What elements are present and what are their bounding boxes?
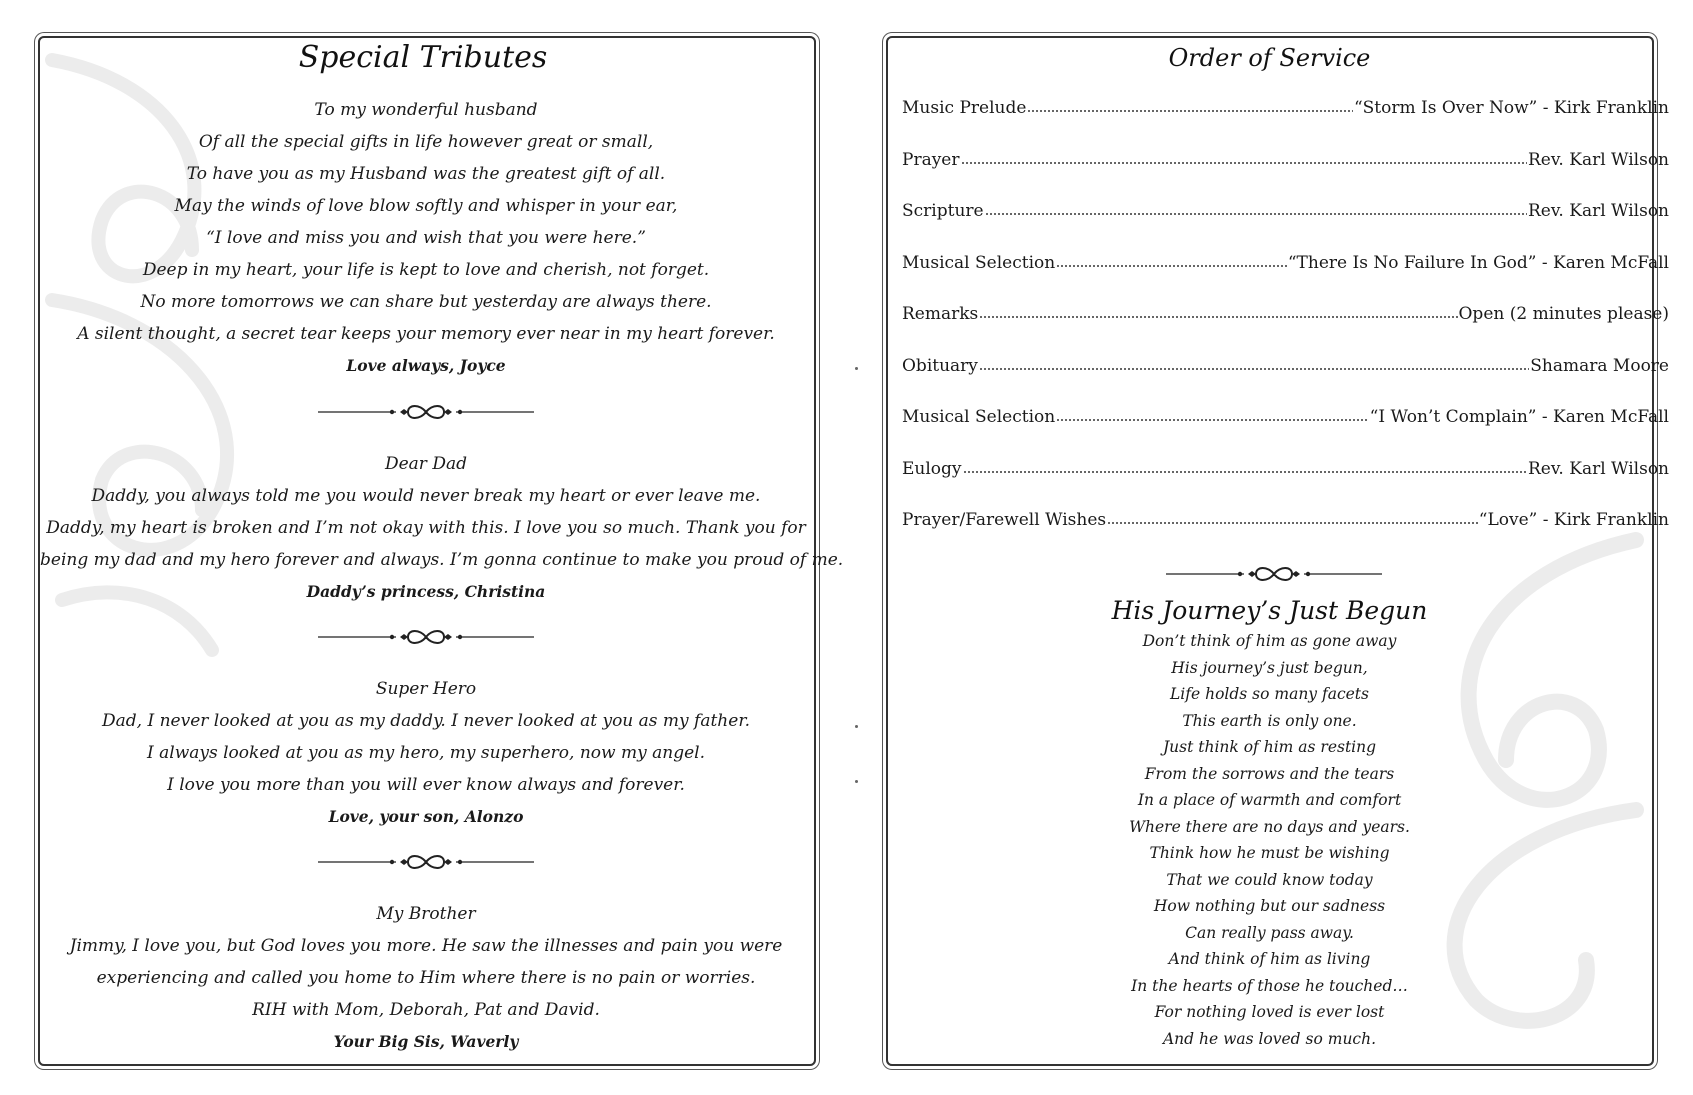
poem-line: And he was loved so much. <box>1162 1029 1377 1048</box>
service-item: Musical Selection <box>902 252 1056 273</box>
poem-line: How nothing but our sadness <box>1153 897 1386 915</box>
leader-dots <box>985 202 1527 216</box>
poem-title: His Journey’s Just Begun <box>1111 596 1428 625</box>
tribute-line: “I love and miss you and wish that you were here.” <box>206 228 646 248</box>
gutter-mark <box>855 367 858 370</box>
tribute-block <box>40 898 812 1058</box>
leader-dots <box>1107 511 1478 525</box>
leader-dots <box>1056 254 1287 268</box>
poem-line: His journey’s just begun, <box>1171 658 1368 677</box>
tribute-line: Dad, I never looked at you as my daddy. I never looked at you as my father. <box>102 711 750 731</box>
service-detail: Open (2 minutes please) <box>1458 304 1669 324</box>
poem-line: Just think of him as resting <box>1162 738 1377 756</box>
poem <box>846 628 1693 1052</box>
poem-line: Don’t think of him as gone away <box>1142 632 1397 650</box>
page-title: Special Tributes <box>298 40 548 75</box>
leader-dots <box>963 460 1527 474</box>
tribute-line: Dear Dad <box>384 454 467 474</box>
leader-dots <box>979 305 1457 319</box>
tribute-line: I love you more than you will ever know always and forever. <box>167 775 685 795</box>
leader-dots <box>979 357 1529 371</box>
leader-dots <box>1056 408 1368 422</box>
service-item: Prayer/Farewell Wishes <box>902 510 1107 530</box>
tribute-signature: Love, your son, Alonzo <box>328 807 524 826</box>
tribute-signature: Love always, Joyce <box>346 356 506 375</box>
service-item: Music Prelude <box>902 98 1027 118</box>
service-row <box>902 407 1669 427</box>
service-row <box>902 304 1669 324</box>
service-row <box>902 510 1669 530</box>
service-item: Prayer <box>902 149 960 170</box>
service-item: Musical Selection <box>902 407 1056 427</box>
tribute-line: A silent thought, a secret tear keeps your memory ever near in my heart forever. <box>77 324 775 344</box>
service-row <box>902 201 1669 221</box>
tribute-line: Deep in my heart, your life is kept to love and cherish, not forget. <box>142 260 710 280</box>
service-detail: “I Won’t Complain” - Karen McFall <box>1369 407 1669 427</box>
tribute-line: To have you as my Husband was the greatest gift of all. <box>186 164 666 184</box>
ornamental-divider-icon <box>0 852 846 872</box>
poem-line: Think how he must be wishing <box>1149 844 1390 862</box>
tribute-line: No more tomorrows we can share but yesterday are always there. <box>140 292 712 312</box>
leader-dots <box>1027 99 1353 113</box>
tribute-block <box>40 448 844 608</box>
ornamental-divider-icon <box>846 564 1693 584</box>
tribute-line: RIH with Mom, Deborah, Pat and David. <box>252 1000 600 1020</box>
service-item: Eulogy <box>902 458 962 479</box>
service-item: Obituary <box>902 355 978 376</box>
tribute-line: Daddy, you always told me you would never break my heart or ever leave me. <box>91 486 761 506</box>
tribute-line: Super Hero <box>375 679 477 699</box>
poem-line: And think of him as living <box>1168 950 1371 968</box>
service-detail: “There Is No Failure In God” - Karen McFall <box>1287 252 1669 273</box>
service-detail: Rev. Karl Wilson <box>1527 201 1669 221</box>
service-row <box>902 356 1669 376</box>
gutter-mark <box>855 780 858 783</box>
tribute-line: Of all the special gifts in life however great or small, <box>198 132 654 152</box>
gutter-mark <box>855 725 858 728</box>
service-detail: “Storm Is Over Now” - Kirk Franklin <box>1353 98 1669 118</box>
service-row <box>902 459 1669 479</box>
tribute-line: being my dad and my hero forever and always. I’m gonna continue to make you proud of me. <box>40 550 844 570</box>
tribute-line: My Brother <box>376 904 476 924</box>
poem-line: In the hearts of those he touched… <box>1131 976 1408 995</box>
order-of-service-page <box>846 0 1693 1095</box>
service-row <box>902 98 1669 118</box>
poem-line: In a place of warmth and comfort <box>1137 791 1402 809</box>
poem-line: Can really pass away. <box>1185 923 1354 942</box>
service-row <box>902 253 1669 273</box>
service-item: Scripture <box>902 201 984 221</box>
service-detail: Shamara Moore <box>1530 355 1669 376</box>
ornamental-divider-icon <box>0 402 846 422</box>
poem-line: This earth is only one. <box>1182 711 1357 730</box>
tribute-block <box>40 673 812 833</box>
service-item: Remarks <box>902 304 979 324</box>
poem-line: Where there are no days and years. <box>1129 817 1410 836</box>
poem-line: That we could know today <box>1166 870 1373 889</box>
tribute-line: Jimmy, I love you, but God loves you more. He saw the illnesses and pain you were <box>69 936 783 956</box>
poem-line: For nothing loved is ever lost <box>1154 1003 1385 1021</box>
tribute-line: Daddy, my heart is broken and I’m not okay with this. I love you so much. Thank you for <box>46 518 806 538</box>
poem-line: Life holds so many facets <box>1170 685 1369 703</box>
service-detail: Rev. Karl Wilson <box>1527 149 1669 170</box>
tribute-block <box>40 94 812 382</box>
tribute-line: experiencing and called you home to Him where there is no pain or worries. <box>96 968 756 988</box>
ornamental-divider-icon <box>0 627 846 647</box>
service-detail: Rev. Karl Wilson <box>1527 458 1669 479</box>
page-title: Order of Service <box>1168 44 1371 72</box>
service-row <box>902 150 1669 170</box>
tribute-line: May the winds of love blow softly and whisper in your ear, <box>174 196 678 216</box>
tribute-line: To my wonderful husband <box>314 100 538 120</box>
tribute-signature: Your Big Sis, Waverly <box>333 1032 519 1051</box>
poem-line: From the sorrows and the tears <box>1144 764 1395 783</box>
tribute-signature: Daddy’s princess, Christina <box>306 582 546 601</box>
tribute-line: I always looked at you as my hero, my superhero, now my angel. <box>147 743 705 763</box>
service-detail: “Love” - Kirk Franklin <box>1478 510 1669 530</box>
leader-dots <box>961 151 1527 165</box>
special-tributes-page <box>0 0 846 1095</box>
